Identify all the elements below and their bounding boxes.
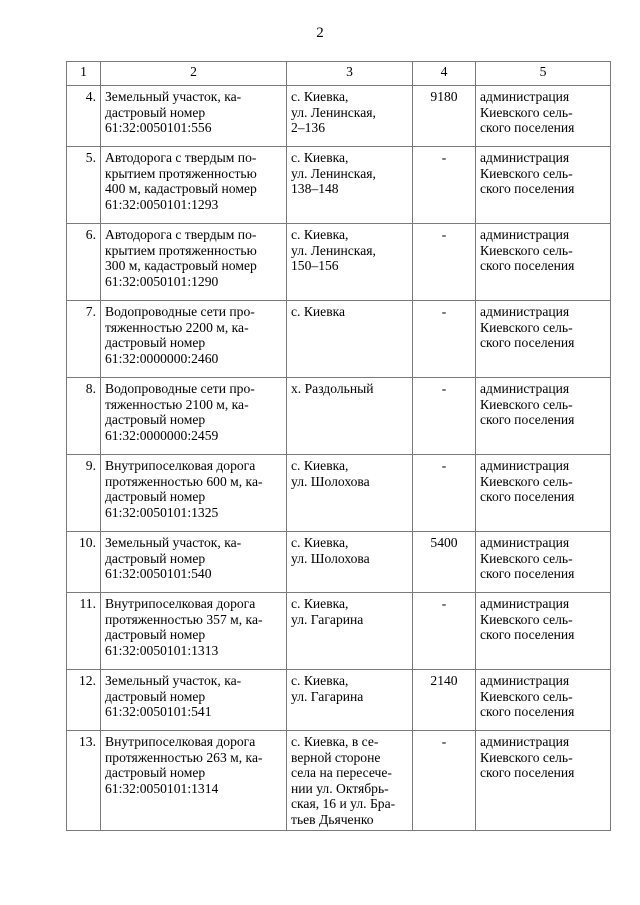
object-address: с. Киевка, ул. Ленинская, 150–156: [287, 224, 413, 301]
object-area: -: [413, 147, 476, 224]
row-number: 11.: [67, 593, 101, 670]
object-holder: администрация Киевского сель- ского поселения: [476, 147, 611, 224]
object-name: Автодорога с твердым по- крытием протяженностью 300 м, кадастровый номер 61:32:0050101:1290: [101, 224, 287, 301]
row-number: 8.: [67, 378, 101, 455]
row-number: 9.: [67, 455, 101, 532]
object-name: Автодорога с твердым по- крытием протяженностью 400 м, кадастровый номер 61:32:0050101:1293: [101, 147, 287, 224]
table-row: [67, 86, 611, 147]
object-area: -: [413, 731, 476, 831]
object-address: с. Киевка, ул. Шолохова: [287, 455, 413, 532]
object-address: с. Киевка, ул. Гагарина: [287, 593, 413, 670]
row-number: 7.: [67, 301, 101, 378]
object-area: 5400: [413, 532, 476, 593]
object-address: с. Киевка, ул. Ленинская, 138–148: [287, 147, 413, 224]
object-name: Земельный участок, ка- дастровый номер 61:32:0050101:556: [101, 86, 287, 147]
row-number: 5.: [67, 147, 101, 224]
object-address: с. Киевка, ул. Шолохова: [287, 532, 413, 593]
object-area: 9180: [413, 86, 476, 147]
table-header-row: [67, 62, 611, 86]
header-col-1: 1: [67, 62, 101, 86]
object-address: с. Киевка, ул. Ленинская, 2–136: [287, 86, 413, 147]
object-name: Внутрипоселковая дорога протяженностью 600 м, ка- дастровый номер 61:32:0050101:1325: [101, 455, 287, 532]
row-number: 4.: [67, 86, 101, 147]
object-holder: администрация Киевского сель- ского поселения: [476, 224, 611, 301]
object-holder: администрация Киевского сель- ского поселения: [476, 731, 611, 831]
row-number: 10.: [67, 532, 101, 593]
object-holder: администрация Киевского сель- ского поселения: [476, 670, 611, 731]
object-name: Земельный участок, ка- дастровый номер 61:32:0050101:540: [101, 532, 287, 593]
table-row: [67, 532, 611, 593]
table-row: [67, 670, 611, 731]
object-address: с. Киевка: [287, 301, 413, 378]
table-body: [67, 86, 611, 831]
object-holder: администрация Киевского сель- ского поселения: [476, 532, 611, 593]
row-number: 13.: [67, 731, 101, 831]
page-number: 2: [316, 25, 324, 41]
object-name: Водопроводные сети про- тяженностью 2200 м, ка- дастровый номер 61:32:0000000:2460: [101, 301, 287, 378]
object-area: -: [413, 378, 476, 455]
object-address: с. Киевка, в се- верной стороне села на пересече- нии ул. Октябрь- ская, 16 и ул. Бра- тьев Дьяченко: [287, 731, 413, 831]
object-area: -: [413, 593, 476, 670]
object-area: 2140: [413, 670, 476, 731]
table-row: [67, 147, 611, 224]
row-number: 6.: [67, 224, 101, 301]
object-holder: администрация Киевского сель- ского поселения: [476, 378, 611, 455]
object-name: Водопроводные сети про- тяженностью 2100 м, ка- дастровый номер 61:32:0000000:2459: [101, 378, 287, 455]
object-holder: администрация Киевского сель- ского поселения: [476, 593, 611, 670]
object-holder: администрация Киевского сель- ского поселения: [476, 455, 611, 532]
table-row: [67, 593, 611, 670]
object-holder: администрация Киевского сель- ского поселения: [476, 301, 611, 378]
object-name: Внутрипоселковая дорога протяженностью 263 м, ка- дастровый номер 61:32:0050101:1314: [101, 731, 287, 831]
header-col-3: 3: [287, 62, 413, 86]
object-address: с. Киевка, ул. Гагарина: [287, 670, 413, 731]
property-table: [66, 61, 611, 831]
table-row: [67, 301, 611, 378]
object-holder: администрация Киевского сель- ского поселения: [476, 86, 611, 147]
table-row: [67, 455, 611, 532]
object-area: -: [413, 301, 476, 378]
header-col-4: 4: [413, 62, 476, 86]
object-address: х. Раздольный: [287, 378, 413, 455]
object-name: Земельный участок, ка- дастровый номер 61:32:0050101:541: [101, 670, 287, 731]
table-row: [67, 731, 611, 831]
header-col-2: 2: [101, 62, 287, 86]
object-area: -: [413, 455, 476, 532]
object-area: -: [413, 224, 476, 301]
object-name: Внутрипоселковая дорога протяженностью 357 м, ка- дастровый номер 61:32:0050101:1313: [101, 593, 287, 670]
table-row: [67, 224, 611, 301]
table-row: [67, 378, 611, 455]
header-col-5: 5: [476, 62, 611, 86]
row-number: 12.: [67, 670, 101, 731]
